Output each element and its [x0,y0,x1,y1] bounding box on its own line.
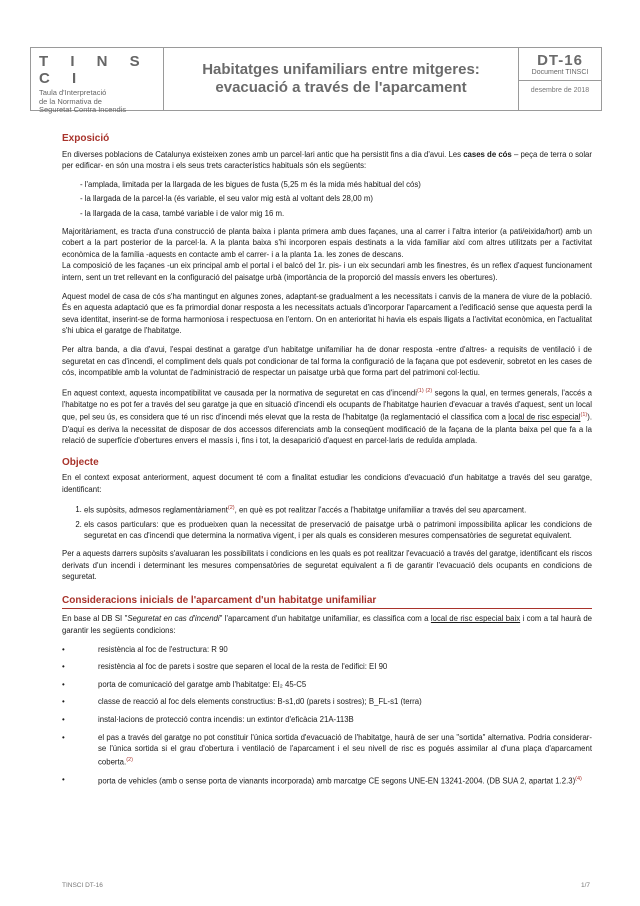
conditions-list [62,644,592,788]
footnote-ref[interactable]: (2) [227,504,235,511]
paragraph: Per a aquests darrers supòsits s'avaluaran les possibilitats i condicions en les quals es pot realitzar l'evacuació a través del garatge, identificant els riscos derivats d'un incendi i determinant les mesures compensatòries de seguretat equivalent a fi de garantir l'evacuació dels ocupants en condicions de seguretat. [62,549,592,582]
brand-logo: T I N S C I [39,53,149,87]
brand-box [31,48,164,114]
term-cases-de-cos: cases de cós [463,149,512,159]
term-risc-especial-baix: local de risc especial baix [430,614,521,624]
heading-consideracions: Consideracions inicials de l'aparcament d'un habitatge unifamiliar [62,595,592,610]
list-item: • instal·lacions de protecció contra incendis: un extintor d'eficàcia 21A-113B [62,714,592,726]
paragraph: En diverses poblacions de Catalunya existeixen zones amb un parcel·lari antic que ha persistit fins a dia d'avui. Les cases de cós – peça de terra o solar per edificar- en són una mostra i els seus trets característics habituals són els següents: [62,149,592,171]
doc-code: DT-16 [537,52,583,69]
title-box [164,48,519,110]
footer-doc-id: TINSCI DT-16 [62,882,103,889]
list-item: • el pas a través del garatge no pot constituir l'única sortida d'evacuació de l'habitatge, haurà de ser una "sortida" alternativa. Podria considerar-se l'única sortida si el grau d'obertura i ventilació de l'aparcament i el seu nivell de risc es pogués assimilar al d'una plaça d'aparcament coberta.$^{(2)}$ [62,732,592,768]
doc-id-box [519,48,601,110]
footnote-ref[interactable]: (1) (2) [416,387,433,394]
list-item: 2. els casos particulars: que es produeixen quan la necessitat de preservació de paisatge urbà o patrimoni impossibilita aplicar les condicions de seguretat en cas d'incendi que determina la normativa vigent, i per als quals es consideren mesures compensatòries de seguretat equivalent. [84,519,592,542]
document-body [62,133,592,793]
footnote-ref[interactable]: (1) [580,412,588,419]
paragraph: Aquest model de casa de cós s'ha mantingut en algunes zones, adaptant-se gradualment a les necessitats i canvis de la manera de viure de la població. És en aquesta adaptació que es fa primordial donar resposta a les necessitats actuals d'incorporar l'aparcament a l'edificació sense que aquesta perdi la seva identitat, inserint-se de forma harmoniosa i respectuosa en l'entorn. On en anterioritat hi havia els espais lligats a l'activitat econòmica, en l'actualitat s'hi ubica el garatge de l'habitatge. [62,291,592,336]
paragraph: En base al DB SI "Seguretat en cas d'incendi" l'aparcament d'un habitatge unifamiliar, es classifica com a local de risc especial baix i com a tal haurà de garantir les següents condicions: [62,614,592,635]
footnote-ref[interactable]: (4) [575,775,582,782]
paragraph: Per altra banda, a dia d'avui, l'espai destinat a garatge d'un habitatge unifamiliar ha de donar resposta -entre d'altres- a requisits de ventilació i de seguretat en cas d'incendi, el compliment dels quals pot condicionar de tal forma la configuració de la façana que pot esdevenir, sobretot en les cases de cós, incompatible amb la voluntat de l'administració de respectar un paisatge urbà que forma part del patrimoni col·lectiu. [62,344,592,378]
list-item: • porta de vehicles (amb o sense porta de vianants incorporada) amb marcatge CE segons UNE-EN 13241-2004. (DB SUA 2, apartat 1.2.3)$^{(4)}$ [62,774,592,787]
list-item: • resistència al foc de l'estructura: R 90 [62,644,592,656]
doc-date: desembre de 2018 [530,87,590,94]
term-local-risc-especial: local de risc especial [508,413,581,423]
list-item: - la llargada de la casa, també variable i de valor mig 16 m. [80,208,285,218]
doc-label: Document TINSCI [519,69,601,81]
footnote-ref[interactable]: (2) [126,756,133,763]
list-item: 1. els supòsits, admesos reglamentàriament$^{(2)}$, en què es pot realitzar l'accés a l'habitatge unifamiliar a través del seu aparcament. [84,503,592,516]
heading-objecte: Objecte [62,456,99,468]
list-item: • resistència al foc de parets i sostre que separen el local de la resta de l'edifici: EI 90 [62,661,592,673]
list-item: • classe de reacció al foc dels elements constructius: B-s1,d0 (parets i sostres); B_FL-s1 (terra) [62,696,592,708]
paragraph: En el context exposat anteriorment, aquest document té com a finalitat estudiar les condicions d'evacuació d'un habitatge a través del seu garatge, identificant: [62,473,592,495]
page-number: 1/7 [580,882,590,889]
list-item: - la llargada de la parcel·la (és variable, el seu valor mig està al voltant dels 28,00 m) [80,194,373,204]
paragraph: Majoritàriament, es tracta d'una construcció de planta baixa i planta primera amb dues façanes, una al carrer i l'altra interior (a pati/eixida/hort) amb un cobert a la part posterior de la parcel·la. A la planta baixa s'hi incorporen espais destinats a la vida familiar així com altres utilitzats per a l'activitat econòmica de la família -aquests en contacte amb el carrer- i a la planta 1a. les zones de descans. La composició de les façanes -un eix principal amb el portal i el balcó del 1r. pis- i un eix secundari amb les finestres, és un reflex d'aquest funcionament intern, sent un tret rellevant en la configuració del paisatge urbà (importància de la proporció del massís envers les obertures). [62,226,592,282]
traits-list [80,179,592,220]
paragraph: En aquest context, aquesta incompatibilitat ve causada per la normativa de seguretat en cas d'incendi$^{(1) (2)}$ segons la qual, en termes generals, l'accés a l'habitatge no es pot fer a través del seu garatge ja que en situació d'incendi els ocupants de l'habitatge haurien d'evacuar a través d'aquest, sent un local que, pel seu ús, es considera que té un risc d'incendi més elevat que la resta de l'habitatge (la reglamentació el classifica com a local de risc especial$^{(1)}$). D'aquí es deriva la necessitat de disposar de dos accessos diferenciats amb la conseqüent modificació de la façana de la planta baixa pel que fa a la relació de superfície d'obertures envers el massís i, fins i tot, la desaparició d'aquest en parcel·laris de reduïda amplada. [62,387,592,446]
document-header [30,47,602,114]
objectives-list [74,503,592,542]
brand-subtitle: Taula d'Interpretació de la Normativa de Seguretat Contra Incendis [39,88,127,114]
list-item: • porta de comunicació del garatge amb l'habitatge: EI₂ 45-C5 [62,679,592,691]
list-item: - l'amplada, limitada per la llargada de les bigues de fusta (5,25 m és la mida més habitual del cós) [80,179,421,189]
document-title: Habitatges unifamiliars entre mitgeres: evacuació a través de l'aparcament [202,61,480,96]
heading-exposicio: Exposició [62,133,110,144]
